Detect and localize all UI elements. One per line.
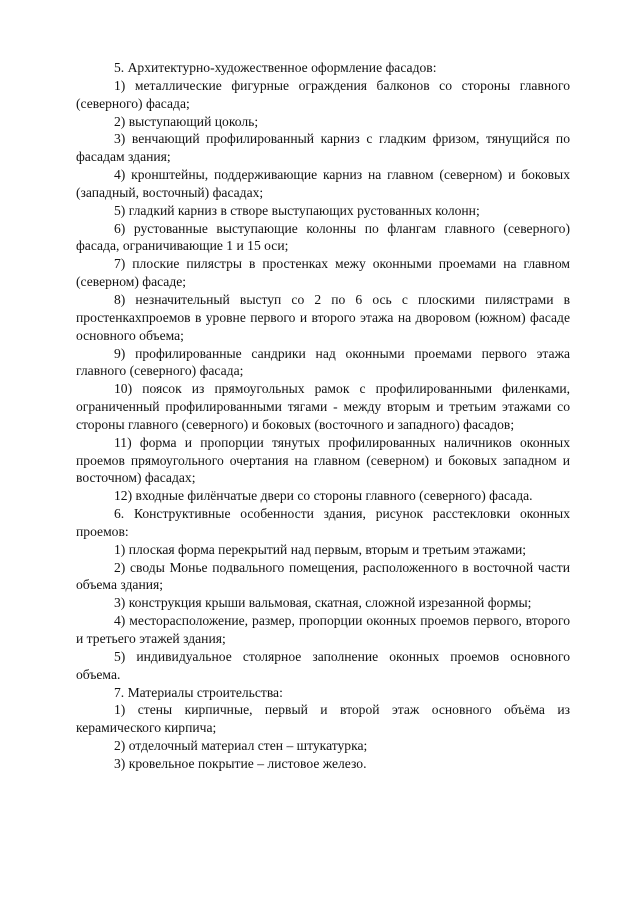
- list-item: 4) кронштейны, поддерживающие карниз на главном (северном) и боковых (западный, восточный) фасадах;: [76, 167, 570, 200]
- list-item: 3) конструкция крыши вальмовая, скатная, сложной изрезанной формы;: [114, 595, 532, 611]
- document-page: [76, 59, 570, 773]
- list-item: 12) входные филёнчатые двери со стороны главного (северного) фасада.: [114, 488, 533, 504]
- list-item: 3) кровельное покрытие – листовое железо.: [114, 755, 367, 771]
- list-item: 5) индивидуальное столярное заполнение оконных проемов основного объема.: [76, 648, 570, 682]
- list-item: 10) поясок из прямоугольных рамок с профилированными филенками, ограниченный профилированными тягами - между вторым и третьим этажами со стороны главного (северного) и боковых (восточного и западного) фасадов;: [76, 381, 570, 432]
- list-item: 2) отделочный материал стен – штукатурка;: [114, 738, 368, 754]
- list-item: 6) рустованные выступающие колонны по флангам главного (северного) фасада, ограничивающие 1 и 15 оси;: [76, 220, 570, 254]
- list-item: 9) профилированные сандрики над оконными проемами первого этажа главного (северного) фасада;: [76, 345, 570, 379]
- list-item: 2) своды Монье подвального помещения, расположенного в восточной части объема здания;: [76, 559, 570, 593]
- list-item: 1) металлические фигурные ограждения балконов со стороны главного (северного) фасада;: [76, 77, 570, 111]
- list-item: 8) незначительный выступ со 2 по 6 ось с плоскими пилястрами в простенкахпроемов в уровне первого и второго этажа на дворовом (южном) фасаде основного объема;: [76, 291, 570, 343]
- list-item: 1) стены кирпичные, первый и второй этаж основного объёма из керамического кирпича;: [76, 702, 570, 736]
- list-item: 3) венчающий профилированный карниз с гладким фризом, тянущийся по фасадам здания;: [76, 131, 570, 165]
- list-item: 7) плоские пилястры в простенках межу оконными проемами на главном (северном) фасаде;: [76, 256, 570, 290]
- list-item: 5) гладкий карниз в створе выступающих рустованных колонн;: [114, 202, 480, 218]
- section-heading-7: 7. Материалы строительства:: [114, 684, 283, 700]
- list-item: 2) выступающий цоколь;: [114, 113, 259, 129]
- section-heading-6: 6. Конструктивные особенности здания, рисунок расстекловки оконных проемов:: [76, 506, 570, 539]
- list-item: 4) месторасположение, размер, пропорции оконных проемов первого, второго и третьего этажей здания;: [76, 613, 570, 646]
- list-item: 11) форма и пропорции тянутых профилированных наличников оконных проемов прямоугольного очертания на главном (северном) и боковых западном и восточном) фасадах;: [76, 434, 570, 486]
- section-heading-5: 5. Архитектурно-художественное оформление фасадов:: [114, 60, 437, 75]
- list-item: 1) плоская форма перекрытий над первым, вторым и третьим этажами;: [114, 541, 527, 557]
